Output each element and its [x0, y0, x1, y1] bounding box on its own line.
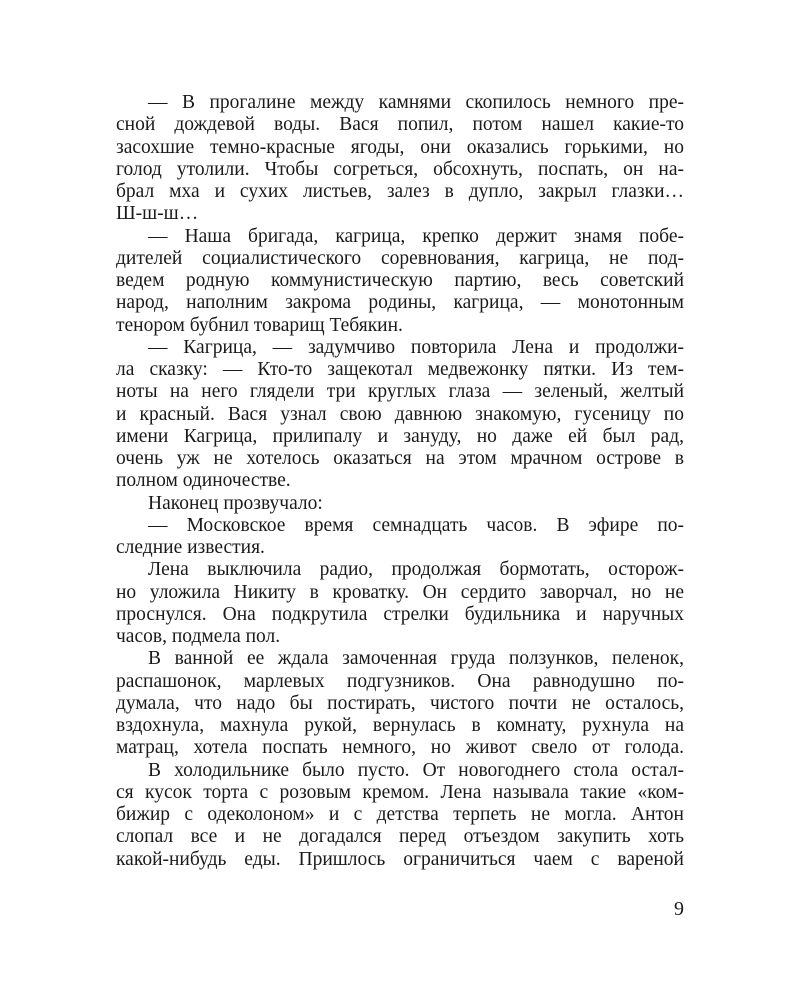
text-line: Наконец прозвучало: [148, 492, 323, 514]
text-line: голод утолили. Чтобы согреться, обсохнуть, поспать, он на- [116, 158, 684, 180]
text-line: — Кагрица, — задумчиво повторила Лена и продолжи- [148, 336, 684, 358]
text-line: матрац, хотела поспать немного, но живот свело от голода. [116, 737, 684, 759]
text-line: тенором бубнил товарищ Тебякин. [116, 314, 403, 336]
text-line: засохшие темно-красные ягоды, они оказались горькими, но [116, 136, 684, 158]
text-line: народ, наполним закрома родины, кагрица, — монотонным [116, 292, 684, 314]
page-number: 9 [674, 898, 684, 920]
text-line: ла сказку: — Кто-то защекотал медвежонку пятки. Из тем- [116, 359, 684, 380]
text-line: бижир с одеколоном» и с детства терпеть не могла. Антон [116, 804, 684, 825]
text-line: слопал все и не догадался перед отъездом закупить хоть [116, 826, 684, 848]
text-line: — В прогалине между камнями скопилось немного пре- [148, 92, 684, 113]
text-line: и красный. Вася узнал свою давнюю знакомую, гусеницу по [116, 403, 684, 425]
text-line: В холодильнике было пусто. От новогоднего стола остал- [148, 759, 684, 781]
text-line: ся кусок торта с розовым кремом. Лена называла такие «ком- [116, 781, 684, 803]
text-line: распашонок, марлевых подгузников. Она равнодушно по- [116, 670, 684, 692]
text-line: думала, что надо бы постирать, чистого почти не осталось, [116, 692, 684, 714]
text-line: вздохнула, махнула рукой, вернулась в комнату, рухнула на [116, 715, 684, 736]
text-line: следние известия. [116, 537, 265, 558]
text-line: сной дождевой воды. Вася попил, потом нашел какие-то [116, 114, 684, 136]
text-line: но уложила Никиту в кроватку. Он сердито заворчал, но не [116, 581, 684, 603]
text-line: — Наша бригада, кагрица, крепко держит знамя побе- [148, 225, 684, 247]
text-line: имени Кагрица, прилипалу и зануду, но даже ей был рад, [116, 425, 684, 447]
text-line: дителей социалистического соревнования, кагрица, не под- [116, 247, 684, 269]
text-line: полном одиночестве. [116, 470, 291, 492]
text-line: Ш-ш-ш… [116, 203, 199, 225]
text-line: ноты на него глядели три круглых глаза — зеленый, желтый [116, 381, 684, 403]
text-line: часов, подмела пол. [116, 626, 281, 647]
text-line: Лена выключила радио, продолжая бормотать, осторож- [148, 559, 684, 581]
text-line: брал мха и сухих листьев, залез в дупло, закрыл глазки… [116, 181, 684, 202]
text-line: проснулся. Она подкрутила стрелки будильника и наручных [116, 603, 684, 625]
text-line: очень уж не хотелось оказаться на этом мрачном острове в [116, 448, 684, 469]
text-line: какой-нибудь еды. Пришлось ограничиться чаем с вареной [116, 848, 684, 870]
text-line: ведем родную коммунистическую партию, весь советский [116, 270, 684, 291]
text-line: В ванной ее ждала замоченная груда ползунков, пеленок, [148, 648, 684, 670]
body-text [116, 92, 684, 871]
text-line: — Московское время семнадцать часов. В эфире по- [148, 514, 684, 536]
